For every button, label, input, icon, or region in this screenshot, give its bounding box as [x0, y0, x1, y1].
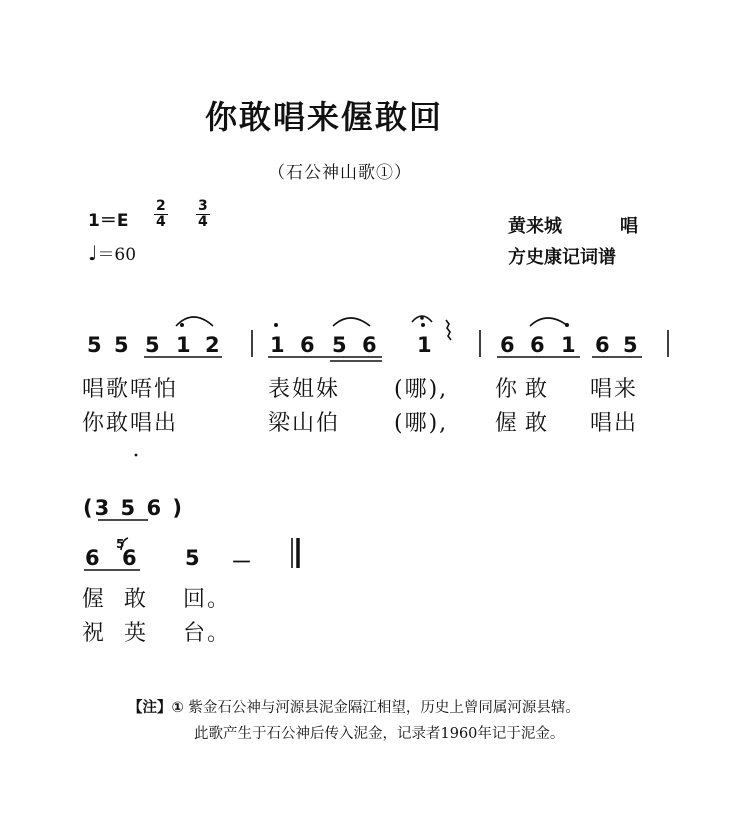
- note: 2: [205, 333, 220, 357]
- lyric: 你敢: [495, 377, 556, 402]
- slur: [530, 318, 568, 326]
- lyric: 唱歌唔怕: [82, 377, 179, 402]
- time-sig-2-bottom: 4: [198, 214, 208, 230]
- singer-role: 唱: [620, 216, 638, 237]
- breath-mark: [446, 320, 451, 340]
- lyric: 梁山伯: [268, 411, 341, 436]
- lyric: (哪),: [394, 377, 449, 402]
- lyric: 台。: [183, 621, 232, 646]
- note: 6: [362, 333, 377, 357]
- note: 6: [300, 333, 315, 357]
- octave-dot: [565, 323, 569, 327]
- stray-dot: [135, 454, 138, 457]
- octave-dot: [274, 323, 278, 327]
- slur: [121, 538, 128, 550]
- lyric: 祝: [82, 621, 107, 646]
- note: 1: [270, 333, 285, 357]
- note: 5: [623, 333, 638, 357]
- lyric: 偓: [82, 587, 107, 612]
- note: 6: [530, 333, 545, 357]
- note: 1: [561, 333, 576, 357]
- note: 1: [176, 333, 191, 357]
- octave-dot: [421, 323, 425, 327]
- lyric: 唱来: [590, 377, 639, 402]
- lyric: 你敢唱出: [82, 411, 179, 436]
- lyric: (哪),: [394, 411, 449, 436]
- lyric: 唱出: [590, 411, 639, 436]
- note: 5: [145, 333, 160, 357]
- note: 5: [332, 333, 347, 357]
- recorder-credit: 方史康记词谱: [508, 247, 616, 268]
- tempo-value: ＝60: [97, 245, 137, 265]
- song-subtitle: （石公神山歌①）: [268, 163, 412, 183]
- time-sig-1-top: 2: [156, 198, 166, 214]
- note: 6: [595, 333, 610, 357]
- note: 5: [114, 333, 129, 357]
- quarter-note-icon: ♩: [88, 241, 98, 265]
- footnote-line-2: 此歌产生于石公神后传入泥金，记录者1960年记于泥金。: [194, 726, 565, 742]
- note: 6: [122, 546, 137, 570]
- lyric: 表姐妹: [268, 377, 341, 402]
- key-label: 1＝E: [88, 211, 129, 231]
- lyric: 英: [124, 621, 149, 646]
- song-title: 你敢唱来偓敢回: [205, 98, 444, 136]
- lyric: 回。: [183, 587, 232, 612]
- fermata-dot: [420, 316, 424, 320]
- grace-note: 5: [116, 537, 125, 551]
- lyric: 敢: [124, 587, 149, 612]
- slur: [333, 318, 370, 326]
- dash: －: [231, 550, 252, 574]
- singer-name: 黄来城: [508, 216, 562, 237]
- lyric: 偓敢: [495, 411, 556, 436]
- note: 6: [500, 333, 515, 357]
- time-sig-1-bottom: 4: [156, 214, 166, 230]
- octave-dot: [180, 323, 184, 327]
- footnote-text-1: 紫金石公神与河源县泥金隔江相望，历史上曾同属河源县辖。: [188, 700, 580, 716]
- intro-phrase: (3 5 6 ): [83, 496, 184, 520]
- time-sig-2-top: 3: [198, 198, 208, 214]
- note: 1: [417, 333, 432, 357]
- note: 6: [85, 546, 100, 570]
- footnote-label: 【注】①: [128, 700, 184, 716]
- note: 5: [185, 546, 200, 570]
- note: 5: [87, 333, 102, 357]
